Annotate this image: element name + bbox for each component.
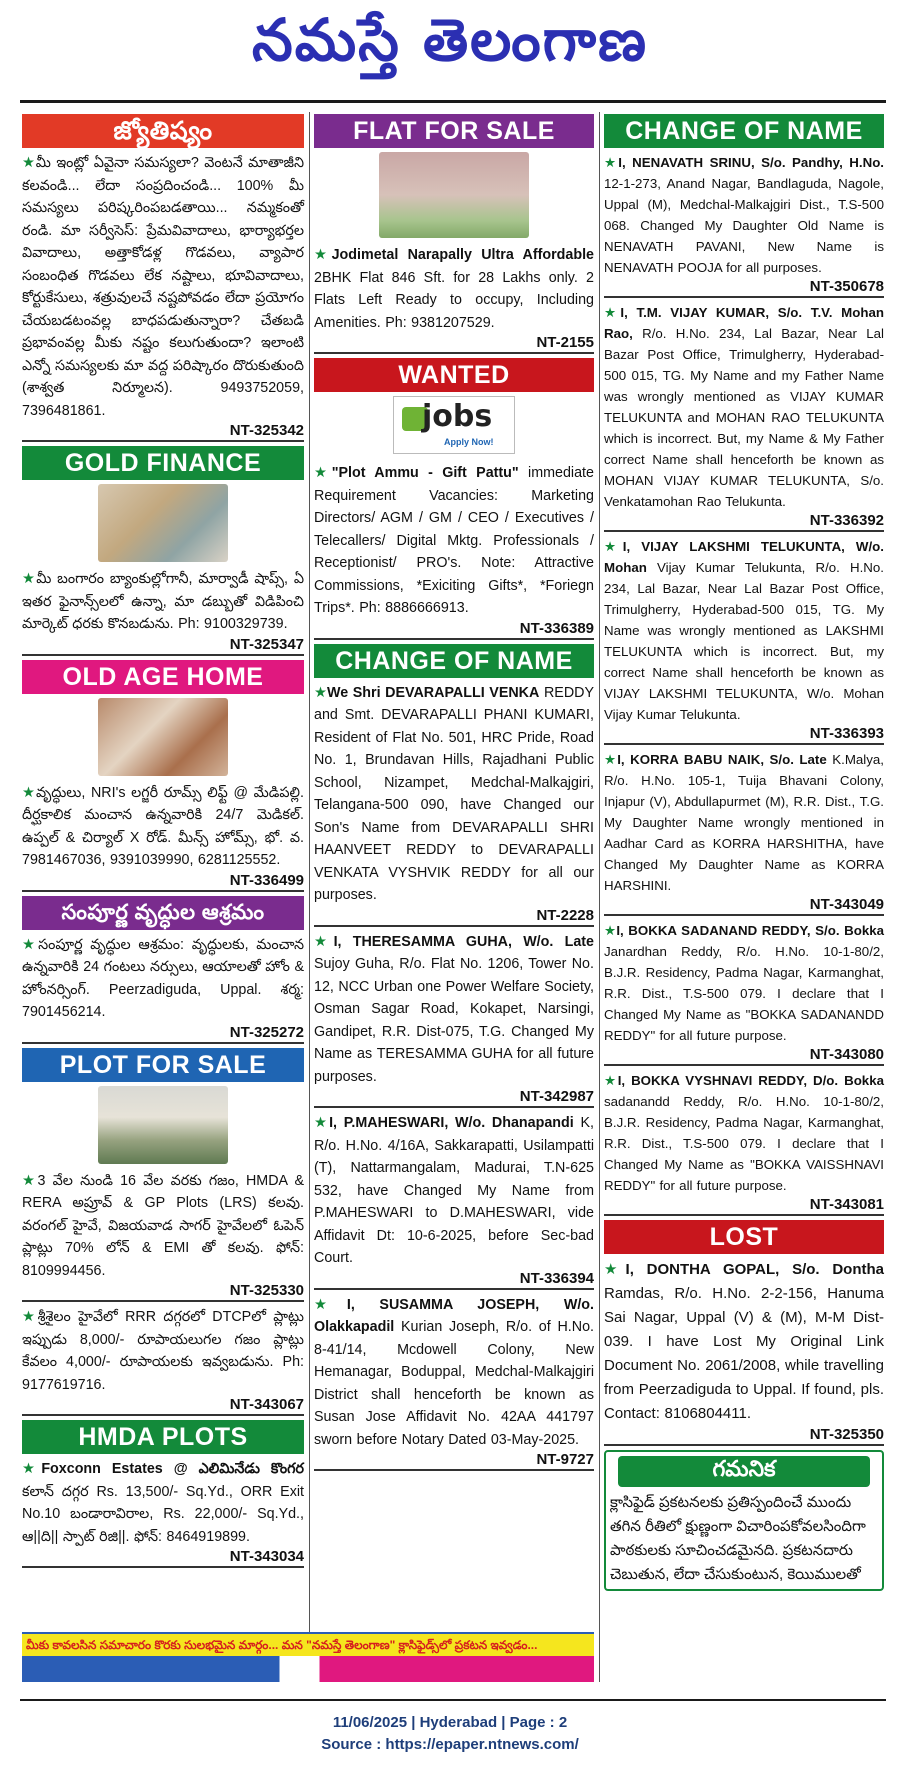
ad-lead: I, SUSAMMA JOSEPH, W/o. Olakkapadil [314, 1296, 594, 1335]
promo-banner-strip [22, 1656, 594, 1682]
ad-text: సంపూర్ణ వృద్ధుల ఆశ్రమం: వృద్ధులకు, మంచాన ఉన్నవారికి 24 గంటలు నర్సులు, ఆయాలతో హోం & హోంనర్సింగ్. Peerzadiguda, Uppal. శర్మ: 7901456214. [22, 936, 305, 1020]
star-icon: ★ [604, 923, 617, 938]
classified-ad [604, 749, 884, 896]
ad-code: NT-342987 [314, 1088, 594, 1108]
ad-code: NT-343081 [604, 1196, 884, 1216]
star-icon: ★ [314, 933, 334, 950]
star-icon: ★ [314, 465, 332, 481]
ad-text: కలాన్ దగ్గర Rs. 13,500/- Sq.Yd., ORR Exit No.10 బండారావిరాల, Rs. 22,000/- Sq.Yd., ఆ||ది|| స్పాట్ రిజి||. ఫోన్: 8464919899. [22, 1483, 304, 1545]
notice-box [604, 1450, 884, 1591]
classified-ad [314, 931, 594, 1089]
star-icon: ★ [22, 155, 36, 171]
star-icon: ★ [22, 784, 36, 801]
ad-text: K.Malya, R/o. H.No. 105-1, Tuija Bhavani Colony, Injapur (V), Abdullapurmet (M), R.R. Dist., T.G. My Daughter Name wrongly mentioned in Aadhar Card as KORRA HARSHITHA, have Changed My Daughter Name as KORRA HARSHINI. [604, 752, 884, 893]
star-icon: ★ [314, 684, 327, 701]
classified-ad [22, 934, 304, 1024]
section-header-lost: LOST [604, 1220, 884, 1254]
promo-banner [22, 1632, 594, 1686]
classified-ad [22, 1306, 304, 1396]
star-icon: ★ [314, 247, 332, 263]
classified-ad [604, 536, 884, 725]
ad-code: NT-325272 [22, 1024, 304, 1044]
classified-ad [604, 920, 884, 1046]
classified-ad [604, 1070, 884, 1196]
ad-text: Vijay Kumar Telukunta, R/o. H.No. 234, Lal Bazar, Near Lal Bazar Post Office, Trimulgherry, Hyderabad-500 015, TG. My Name was wrongly mentioned as LAKSHMI TELUKUNTA which is incorrect. But, my correct Name shall henceforth be known as VIJAY LAKSHMI TELUKUNTA, W/o. Mohan Vijay Kumar Telukunta. [604, 560, 884, 722]
classified-ad [22, 1458, 304, 1548]
notice-title: గమనిక [618, 1456, 870, 1487]
classified-ad [22, 568, 304, 636]
classified-ad [314, 682, 594, 907]
ad-text: K, R/o. H.No. 4/16A, Sakkarapatti, Usilampatti (T), Nattarmangalam, Madurai, T.N-625 532, have Changed My Name from P.MAHESWARI to D.MAHESWARI, vide Affidavit Dt: 10-6-2025, before Sec-bad Court. [314, 1115, 594, 1266]
section-header-flat-for-sale: FLAT FOR SALE [314, 114, 594, 148]
classified-ad [314, 1294, 594, 1452]
star-icon: ★ [604, 1261, 626, 1278]
promo-banner-text: మీకు కావలసిన సమాచారం కొరకు సులభమైన మార్గం... మన "నమస్తే తెలంగాణ" క్లాసిఫైడ్స్‌లో ప్రకటన ఇవ్వడం... [22, 1634, 594, 1656]
section-header-change-of-name: CHANGE OF NAME [604, 114, 884, 148]
ad-code: NT-2228 [314, 907, 594, 927]
ad-text: Janardhan Reddy, R/o. H.No. 10-1-80/2, B.J.R. Residency, Padma Nagar, Karmanghat, R.R. Dist., T.S-500 079. I declare that I Changed My Name as "BOKKA SADANANDD REDDY" for all future purpose. [604, 944, 884, 1043]
ad-text: Ramdas, R/o. H.No. 2-2-156, Hanuma Sai Nagar, Uppal (V) & (M), M-M Dist-039. I have Lost My Original Link Document No. 2061/2008, while travelling from Peerzadiguda to Uppal. If found, pls. Contact: 8106804411. [604, 1285, 884, 1422]
ad-code: NT-350678 [604, 278, 884, 298]
ad-code: NT-336389 [314, 620, 594, 640]
ad-lead: Jodimetal Narapally Ultra Affordable [331, 247, 594, 263]
star-icon: ★ [22, 1461, 42, 1477]
classified-ad [604, 1258, 884, 1426]
money-photo [98, 484, 228, 562]
star-icon: ★ [604, 752, 618, 767]
section-header-jyothisham: జ్యోతిష్యం [22, 114, 304, 148]
ad-lead: I, THERESAMMA GUHA, W/o. Late [333, 933, 594, 950]
section-header-ashramam: సంపూర్ణ వృద్ధుల ఆశ్రమం [22, 896, 304, 930]
ad-lead: I, BOKKA SADANAND REDDY, S/o. Bokka [616, 923, 885, 938]
classified-ad [604, 152, 884, 278]
ad-code: NT-325330 [22, 1282, 304, 1302]
column-left [22, 112, 304, 1572]
footer-source-line: Source : https://epaper.ntnews.com/ [321, 1736, 579, 1753]
ad-code: NT-325342 [22, 422, 304, 442]
classified-ad [22, 152, 304, 422]
star-icon: ★ [22, 936, 39, 953]
star-icon: ★ [22, 571, 37, 587]
masthead [0, 0, 900, 96]
old-age-home-photo [98, 698, 228, 776]
section-header-change-of-name: CHANGE OF NAME [314, 644, 594, 678]
star-icon: ★ [604, 305, 621, 320]
masthead-title: నమస్తే తెలంగాణ [252, 6, 648, 74]
ad-lead: I, BOKKA VYSHNAVI REDDY, D/o. Bokka [617, 1073, 884, 1088]
ad-lead: I, NENAVATH SRINU, S/o. Pandhy, H.No. [618, 155, 885, 170]
ad-lead: Foxconn Estates @ ఎలిమినేడు కొంగర [41, 1461, 304, 1477]
ad-lead: I, KORRA BABU NAIK, S/o. Late [617, 752, 827, 767]
ad-code: NT-336499 [22, 872, 304, 892]
ad-text: శ్రీశైలం హైవేలో RRR దగ్గరలో DTCPలో ప్లాట్లు ఇప్పుడు 8,000/- రూపాయలుగల గజం ప్లాట్లు కేవలం 4,000/- రూపాయలకు ఇవ్వబడును. Ph: 9177619716. [22, 1309, 304, 1393]
ad-code: NT-2155 [314, 334, 594, 354]
ad-text: 12-1-273, Anand Nagar, Bandlaguda, Nagole, Uppal (M), Medchal-Malkajgiri Dist., T.S-500 068. Changed My Daughter Old Name is NENAVATH PAVANI, New Name is NENAVATH POOJA for all purposes. [604, 176, 884, 275]
footer-date-line: 11/06/2025 | Hyderabad | Page : 2 [332, 1714, 568, 1731]
section-header-old-age-home: OLD AGE HOME [22, 660, 304, 694]
classified-ad [22, 782, 304, 872]
star-icon: ★ [22, 1309, 38, 1325]
section-header-wanted: WANTED [314, 358, 594, 392]
ad-code: NT-336393 [604, 725, 884, 745]
ad-text: మీ బంగారం బ్యాంకుల్లోగానీ, మార్వాడీ షాప్స్, ఏ ఇతర ఫైనాన్స్‌లలో ఉన్నా, మా డబ్బుతో విడిపించి మార్కెట్ ధరకు కొనబడును. Ph: 9100329739. [22, 571, 304, 632]
column-divider [599, 112, 600, 1682]
ad-text: Sujoy Guha, R/o. Flat No. 1206, Tower No. 12, NCC Urban one Power Welfare Society, Osman Sagar Road, Kokapet, Narsingi, Gandipet, R.R. Dist-075, T.G. Changed My Name as TERESAMMA GUHA for all future purposes. [314, 956, 594, 1085]
ad-text: 2BHK Flat 846 Sft. for 28 Lakhs only. 2 Flats Left Ready to occupy, Including Amenities. Ph: 9381207529. [314, 269, 594, 331]
ad-text: Kurian Joseph, R/o. of H.No. 8-41/14, Mcdowell Colony, New Hemanagar, Boduppal, Medchal-Malkajgiri District shall henceforth be known as Susan Jose Affidavit No. 42AA 441797 sworn before Notary Dated 03-May-2025. [314, 1319, 594, 1448]
jobs-logo [393, 396, 515, 454]
ad-text: మీ ఇంట్లో ఏవైనా సమస్యలా? వెంటనే మాతాజీని కలవండి... లేదా సంప్రదించండి... 100% మీ సమస్యలు పరిష్కరింపబడతాయి... నమ్మకంతో రండి. మా సర్వీసెస్: ప్రేమవివాదాలు, భార్యాభర్తల వివాదాలు, అత్తాకోడళ్ల గొడవలు, వ్యాపార సంబంధిత గొడవలు లేక నష్టాలు, భూవివాదాలు, కోర్టుకేసులు, శత్రువులచే నష్టపోవడం లేదా ప్రయోగం చేయబడటంవల్ల బాధపడుతున్నారా? చేతబడి ప్రభావంవల్ల మీకు నష్టం కలుగుతుందా? ఇలాంటి ఎన్నో సమస్యలకు మా వద్ద పరిష్కారం దొరుకుతుంది (శాశ్వత నిర్మూలన). 9493752059, 7396481861. [22, 155, 304, 419]
ad-lead: We Shri DEVARAPALLI VENKA [326, 684, 540, 701]
ad-lead: I, P.MAHESWARI, W/o. Dhanapandi [329, 1115, 574, 1131]
ad-lead: I, VIJAY LAKSHMI TELUKUNTA, W/o. Mohan [604, 539, 884, 575]
page-footer [0, 1712, 900, 1756]
ad-text: R/o. H.No. 234, Lal Bazar, Near Lal Bazar Post Office, Trimulgherry, Hyderabad-500 015, TG. My Name and my Father Name was wrongly mentioned as VIJAY KUMAR TELUKUNTA and MOHAN RAO TELUKUNTA which is incorrect. But, my Name & My Father correct Name shall henceforth be known as MOHAN VIJAY KUMAR TELUKUNTA, S/o. Venkatamohan Rao Telukunta. [604, 326, 884, 509]
ad-code: NT-343049 [604, 896, 884, 916]
star-icon: ★ [604, 539, 623, 554]
ad-text: 3 వేల నుండి 16 వేల వరకు గజం, HMDA & RERA అప్రూవ్ & GP Plots (LRS) కలవు. వరంగల్ హైవే, విజయవాడ సాగర్ హైవేలలో ఓపెన్ ప్లాట్లు 70% లోన్ & EMI తో కలవు. ఫోన్: 8109994456. [22, 1172, 304, 1279]
star-icon: ★ [604, 155, 619, 170]
ad-lead: I, T.M. VIJAY KUMAR, S/o. T.V. Mohan Rao, [604, 305, 884, 341]
section-header-hmda-plots: HMDA PLOTS [22, 1420, 304, 1454]
classified-ad [604, 302, 884, 512]
ad-code: NT-336392 [604, 512, 884, 532]
ad-code: NT-9727 [314, 1451, 594, 1471]
jobs-logo-word: jobs [422, 399, 493, 434]
ad-code: NT-325347 [22, 636, 304, 656]
ad-code: NT-325350 [604, 1426, 884, 1446]
ad-code: NT-343067 [22, 1396, 304, 1416]
classified-ad [314, 462, 594, 620]
ad-text: REDDY and Smt. DEVARAPALLI PHANI KUMARI, Resident of Flat No. 501, HRC Pride, Road No. 1, Brundavan Hills, Rajadhani Public School, Nizampet, Medchal-Malkajgiri, Telangana-500 090, have Changed our Son's Name from DEVARAPALLI SHRI HAANVEET REDDY to DEVARAPALLI VENKATA VYSHVIK REDDY for all our purposes. [314, 684, 594, 903]
plot-photo [98, 1086, 228, 1164]
column-right [604, 112, 884, 1591]
apartment-photo [379, 152, 529, 238]
star-icon: ★ [22, 1172, 38, 1189]
star-icon: ★ [604, 1073, 618, 1088]
classified-ad [22, 1170, 304, 1283]
notice-text: క్లాసిఫైడ్ ప్రకటనలకు ప్రతిస్పందించే ముందు తగిన రీతిలో క్షుణ్ణంగా విచారింపకోవలసిందిగా పాఠకులకు సూచించడమైనది. ప్రకటనదారు చెబుతున, లేదా చేసుకుంటున, కెయిములతో [610, 1494, 866, 1583]
section-header-plot-for-sale: PLOT FOR SALE [22, 1048, 304, 1082]
column-divider [309, 112, 310, 1682]
classified-ad [314, 244, 594, 334]
ad-text: వృద్ధులు, NRI's లగ్జరీ రూమ్స్ లిఫ్ట్ @ మేడిపల్లి. దీర్ఘకాలిక మంచాన ఉన్నవారికి 24/7 మెడికల్. ఉప్పల్ & చిర్యాల్ X రోడ్. మీన్స్ హోమ్స్, భో. వ. 7981467036, 9391039990, 6281125552. [22, 784, 304, 868]
classified-ad [314, 1112, 594, 1270]
ad-lead: I, DONTHA GOPAL, S/o. Dontha [625, 1261, 884, 1278]
ad-code: NT-336394 [314, 1270, 594, 1290]
column-middle [314, 112, 594, 1475]
ad-lead-suffix: immediate [518, 465, 594, 481]
ad-code: NT-343034 [22, 1548, 304, 1568]
ad-code: NT-343080 [604, 1046, 884, 1066]
star-icon: ★ [314, 1296, 347, 1313]
ad-text: Requirement Vacancies: Marketing Directors/ AGM / GM / CEO / Executives / Telecallers/ Digital Mktg. Professionals / Receptionist/ PRO's. Note: Attractive Commissions, *Exiciting Gifts*, *Foriegn Trips*. Ph: 8886666913. [314, 487, 594, 616]
star-icon: ★ [314, 1115, 330, 1131]
jobs-logo-tag: Apply Now! [444, 437, 494, 447]
ad-lead: "Plot Ammu - Gift Pattu" [331, 465, 519, 481]
section-header-gold-finance: GOLD FINANCE [22, 446, 304, 480]
ad-text: sadanandd Reddy, R/o. H.No. 10-1-80/2, B.J.R. Residency, Padma Nagar, Karmanghat, R.R. Dist., T.S-500 079. I declare that I Changed My Name as "BOKKA VAISSHNAVI REDDY" for all future purpose. [604, 1094, 884, 1193]
